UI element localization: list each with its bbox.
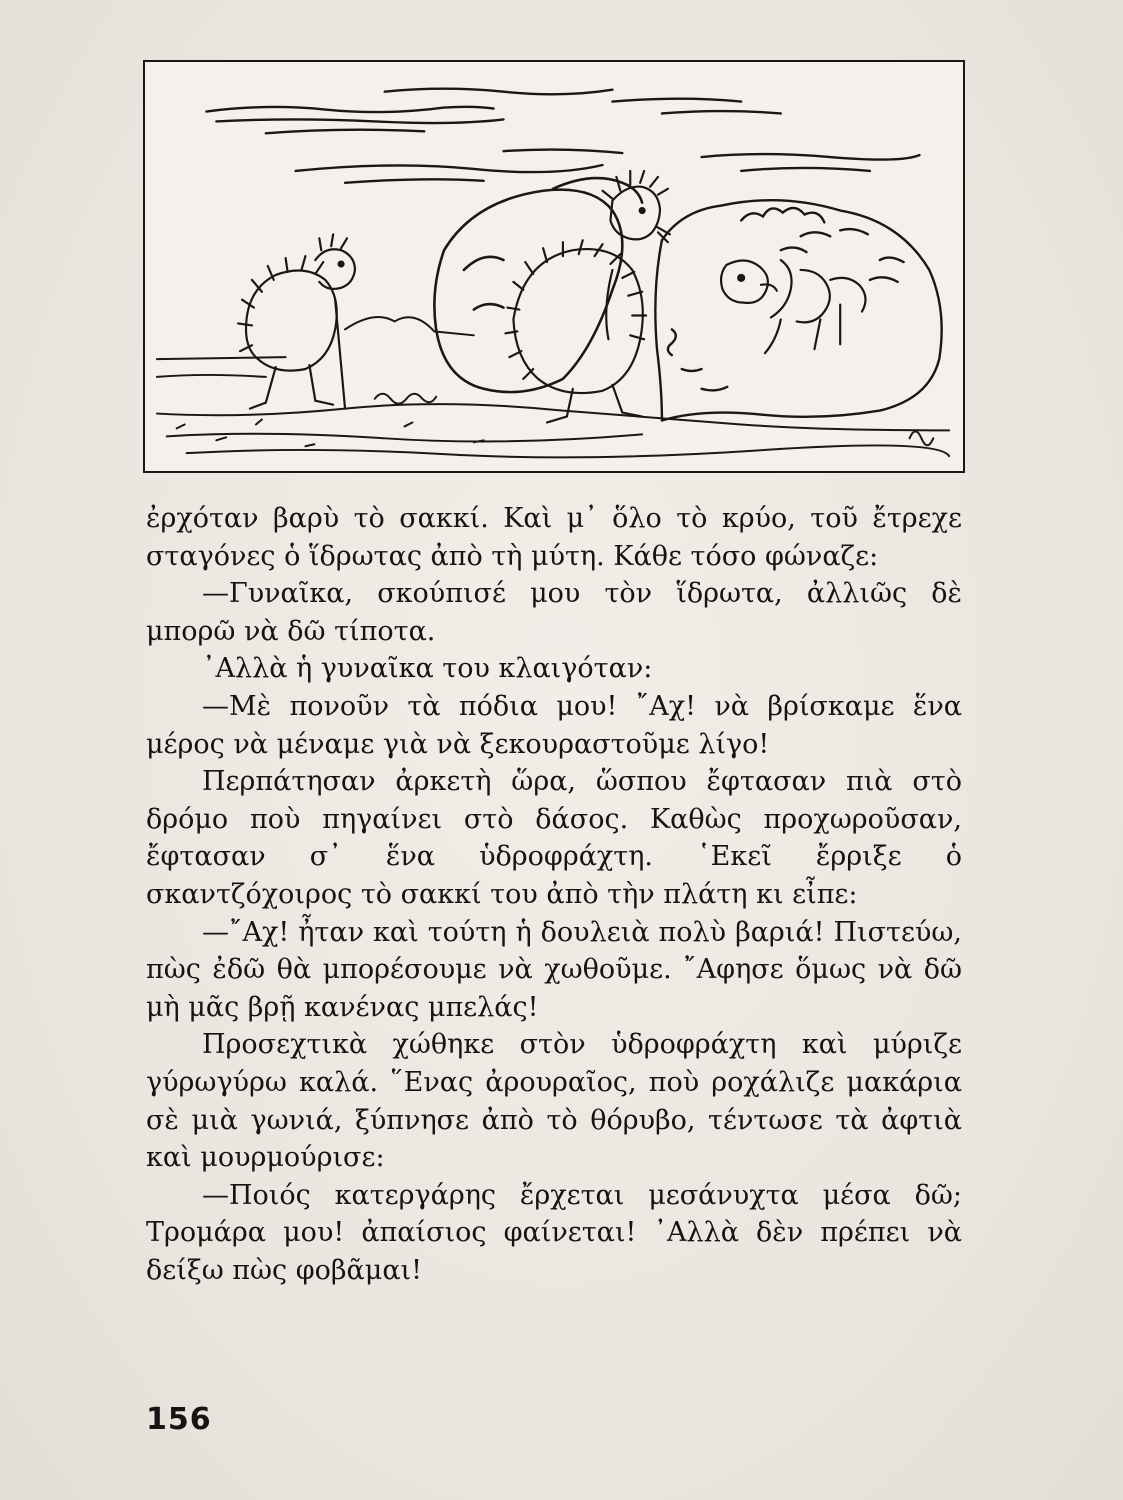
hedgehogs-at-mole-hill-illustration — [145, 62, 963, 471]
paragraph: Περπάτησαν ἀρκετὴ ὥρα, ὥσπου ἔφτασαν πιὰ στὸ δρόμο ποὺ πηγαίνει στὸ δάσος. Καθὼς προχωροῦσαν, ἔφτασαν σ᾿ ἕνα ὑδροφράχτη. ῾Εκεῖ ἔρριξε ὁ σκαντζόχοιρος τὸ σακκί του ἀπὸ τὴν πλάτη κι εἶπε: — [146, 766, 962, 910]
story-text — [146, 500, 962, 1289]
hill-mound — [655, 200, 941, 420]
artist-signature — [375, 394, 934, 445]
paragraph: —Γυναῖκα, σκούπισέ μου τὸν ἵδρωτα, ἀλλιῶς δὲ μπορῶ νὰ δῶ τίποτα. — [146, 578, 962, 647]
cloud-strokes — [206, 89, 919, 183]
story-illustration — [143, 60, 965, 473]
paragraph: ᾿Αλλὰ ἡ γυναῖκα του κλαιγόταν: — [202, 653, 653, 685]
hedgehog-large — [505, 171, 669, 423]
paragraph: ἐρχόταν βαρὺ τὸ σακκί. Καὶ μ᾿ ὅλο τὸ κρύο, τοῦ ἔτρεχε σταγόνες ὁ ἵδρωτας ἀπὸ τὴ μύτη. Κάθε τόσο φώναζε: — [146, 503, 962, 572]
paragraph: —Μὲ πονοῦν τὰ πόδια μου! ῎Αχ! νὰ βρίσκαμε ἕνα μέρος νὰ μέναμε γιὰ νὰ ξεκουραστοῦμε λίγο! — [146, 690, 962, 760]
paragraph: —῎Αχ! ἦταν καὶ τούτη ἡ δουλειὰ πολὺ βαριά! Πιστεύω, πὼς ἐδῶ θὰ μπορέσουμε νὰ χωθοῦμε. ῎Αφησε ὅμως νὰ δῶ μὴ μᾶς βρῇ κανένας μπελάς! — [146, 916, 962, 1023]
paragraph: Προσεχτικὰ χώθηκε στὸν ὑδροφράχτη καὶ μύριζε γύρωγύρω καλά. ῞Ενας ἀρουραῖος, ποὺ ροχάλιζε μακάρια σὲ μιὰ γωνιά, ξύπνησε ἀπὸ τὸ θόρυβο, τέντωσε τὰ ἀφτιὰ καὶ μουρμούρισε: — [146, 1029, 962, 1174]
page-number: 156 — [146, 1402, 212, 1437]
mole-figure — [721, 260, 865, 353]
paragraph: —Ποιός κατεργάρης ἔρχεται μεσάνυχτα μέσα δῶ; Τρομάρα μου! ἀπαίσιος φαίνεται! ᾿Αλλὰ δὲν πρέπει νὰ δείξω πὼς φοβᾶμαι! — [146, 1179, 962, 1286]
hedgehog-small — [238, 234, 355, 408]
